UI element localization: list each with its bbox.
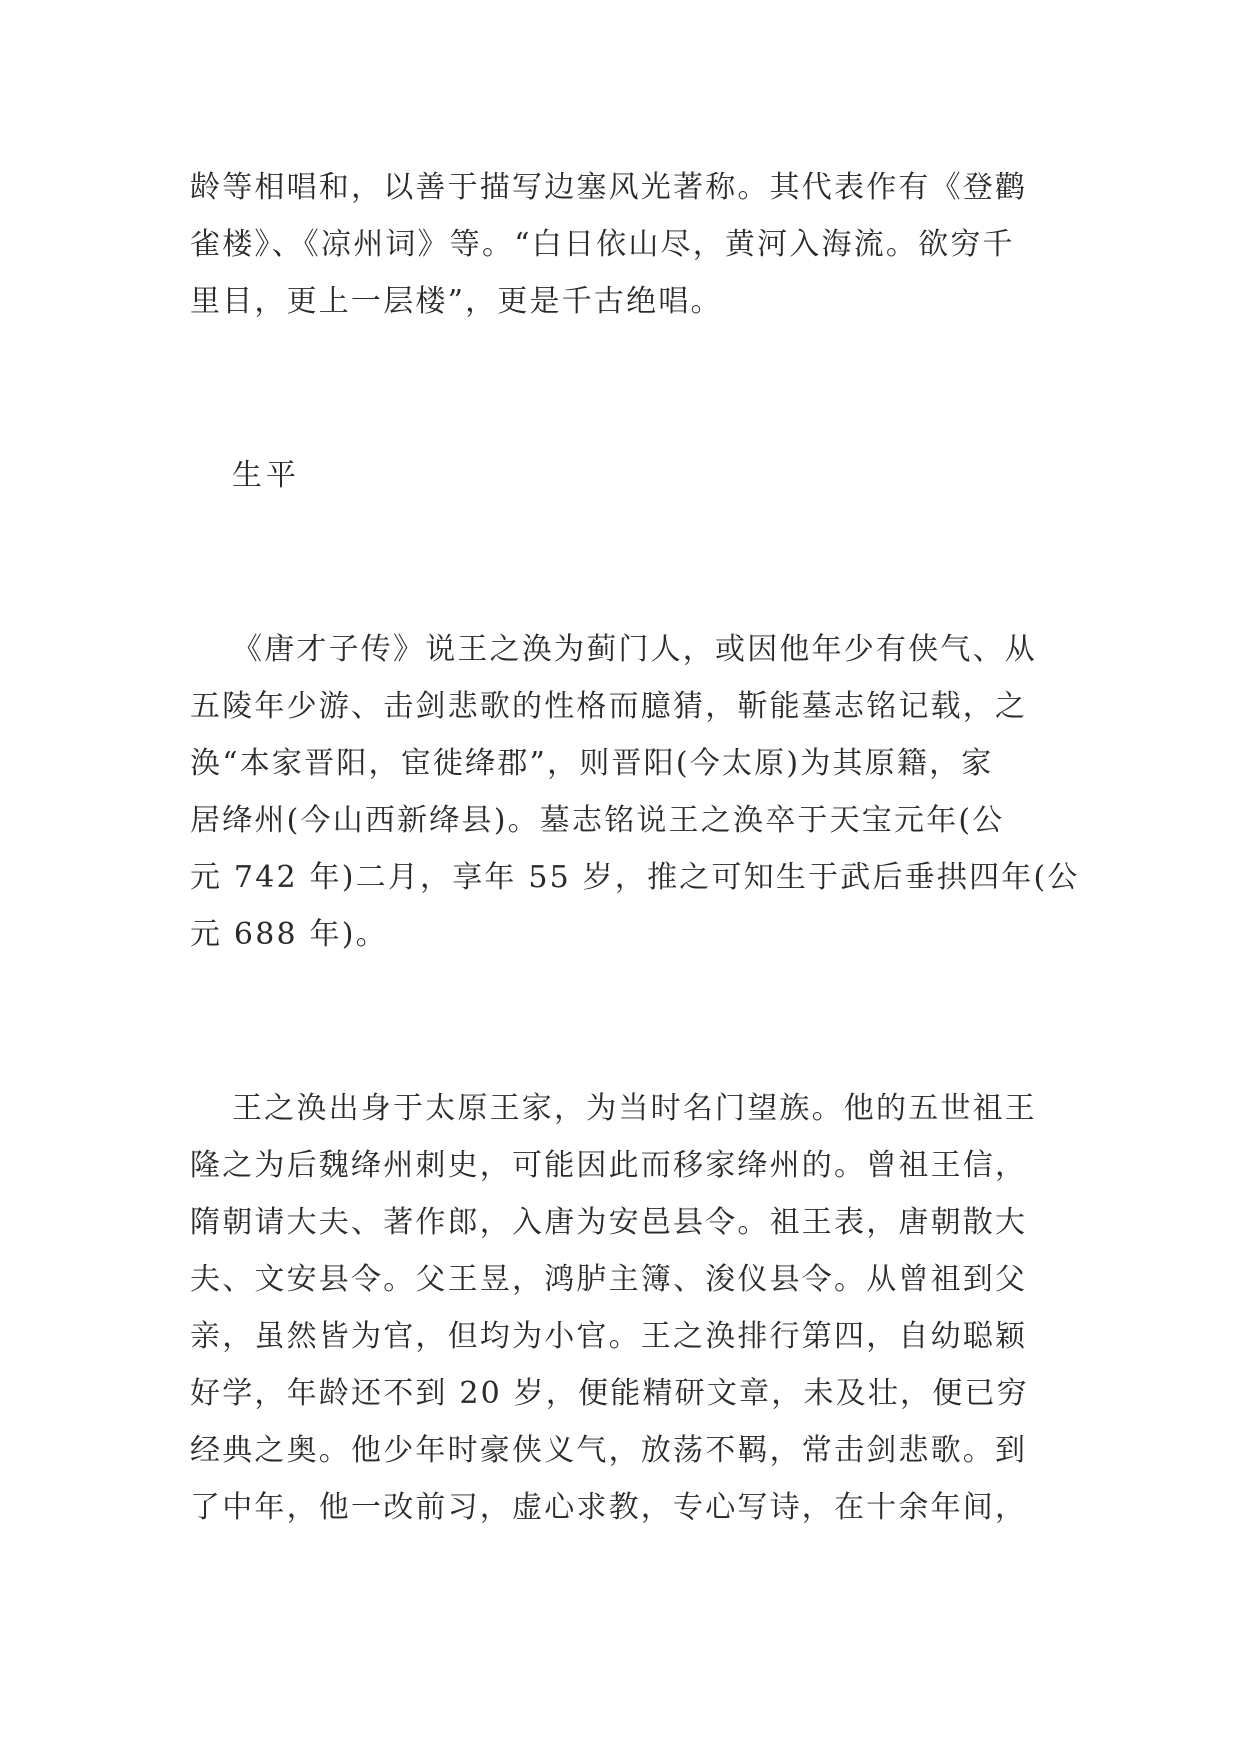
text-line: 好学，年龄还不到 20 岁，便能精研文章，未及壮，便已穷 bbox=[190, 1376, 1029, 1411]
text-line: 王之涣出身于太原王家，为当时名门望族。他的五世祖王 bbox=[232, 1091, 1037, 1126]
text-line: 涣“本家晋阳，宦徙绛郡”，则晋阳(今太原)为其原籍，家 bbox=[190, 746, 994, 781]
text-line: 了中年，他一改前习，虚心求教，专心写诗，在十余年间， bbox=[190, 1490, 1028, 1525]
text-line: 《唐才子传》说王之涣为蓟门人，或因他年少有侠气、从 bbox=[232, 632, 1037, 667]
text-line: 居绛州(今山西新绛县)。墓志铭说王之涣卒于天宝元年(公 bbox=[190, 803, 1005, 838]
text-line: 雀楼》、《凉州词》等。“白日依山尽，黄河入海流。欲穷千 bbox=[190, 227, 1015, 262]
text-line: 里目，更上一层楼”，更是千古绝唱。 bbox=[190, 284, 723, 319]
text-line: 夫、文安县令。父王昱，鸿胪主簿、浚仪县令。从曾祖到父 bbox=[190, 1262, 1028, 1297]
text-line: 五陵年少游、击剑悲歌的性格而臆猜，靳能墓志铭记载，之 bbox=[190, 689, 1028, 724]
text-line: 元 688 年)。 bbox=[190, 917, 388, 952]
section-heading: 生平 bbox=[232, 458, 300, 493]
text-line: 隋朝请大夫、著作郎，入唐为安邑县令。祖王表，唐朝散大 bbox=[190, 1205, 1028, 1240]
text-line: 经典之奥。他少年时豪侠义气，放荡不羁，常击剑悲歌。到 bbox=[190, 1433, 1028, 1468]
text-line: 元 742 年)二月，享年 55 岁，推之可知生于武后垂拱四年(公 bbox=[190, 860, 1080, 895]
text-line: 隆之为后魏绛州刺史，可能因此而移家绛州的。曾祖王信， bbox=[190, 1148, 1028, 1183]
text-line: 龄等相唱和，以善于描写边塞风光著称。其代表作有《登鹳 bbox=[190, 170, 1028, 205]
text-line: 亲，虽然皆为官，但均为小官。王之涣排行第四，自幼聪颖 bbox=[190, 1319, 1028, 1354]
